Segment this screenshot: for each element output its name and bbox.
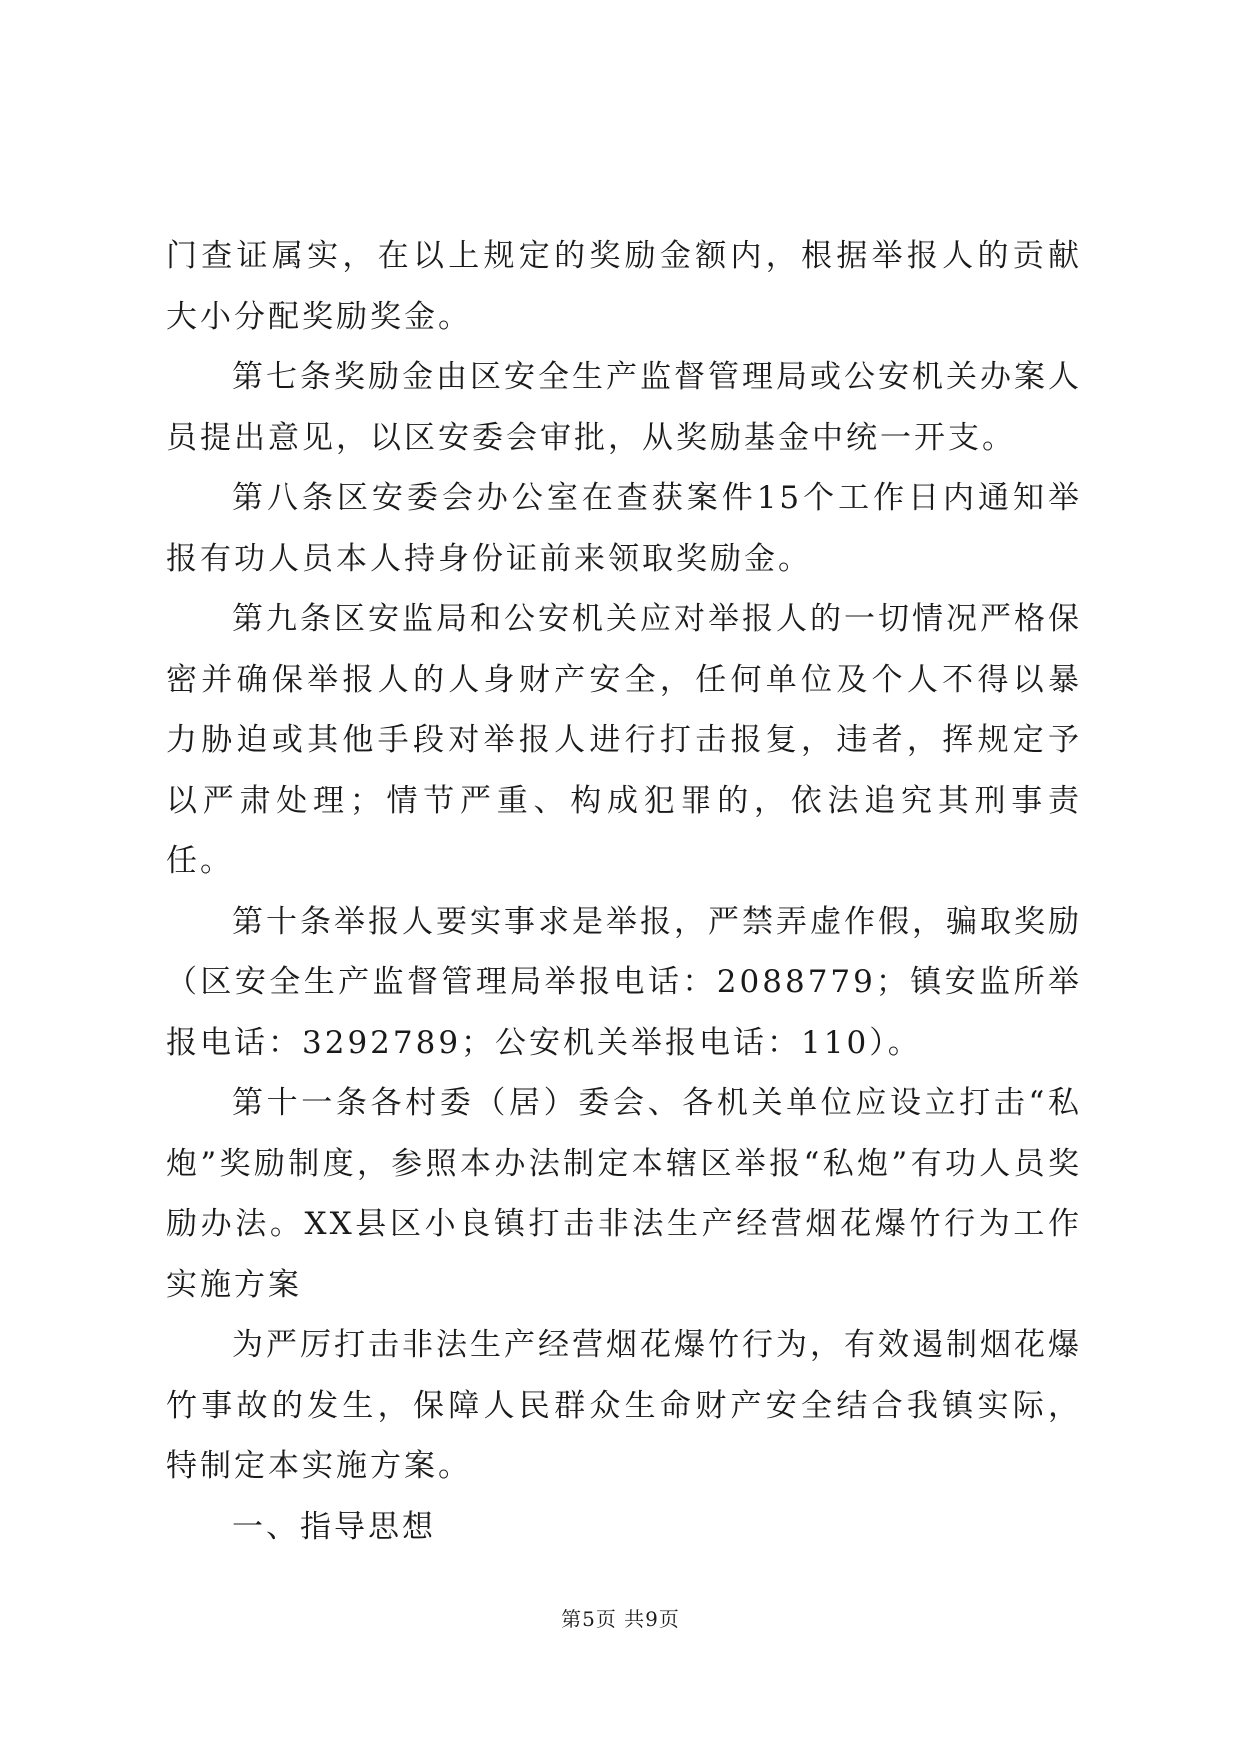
paragraph-continuation: 门查证属实，在以上规定的奖励金额内，根据举报人的贡献大小分配奖励奖金。 [166, 238, 1082, 335]
page-number-footer: 第5页 共9页 [561, 1607, 680, 1631]
section-heading-guiding-ideology: 一、指导思想 [232, 1508, 436, 1545]
paragraph-article-7: 第七条奖励金由区安全生产监督管理局或公安机关办案人员提出意见，以区安委会审批，从奖励基金中统一开支。 [166, 359, 1082, 456]
document-body [166, 226, 1082, 1557]
paragraph-article-8: 第八条区安委会办公室在查获案件15个工作日内通知举报有功人员本人持身份证前来领取奖励金。 [166, 480, 1082, 577]
paragraph-article-11: 第十一条各村委（居）委会、各机关单位应设立打击“私炮”奖励制度，参照本办法制定本辖区举报“私炮”有功人员奖励办法。XX县区小良镇打击非法生产经营烟花爆竹行为工作实施方案 [166, 1085, 1082, 1303]
paragraph-article-10: 第十条举报人要实事求是举报，严禁弄虚作假，骗取奖励（区安全生产监督管理局举报电话：2088779；镇安监所举报电话：3292789；公安机关举报电话：110）。 [166, 903, 1082, 1061]
paragraph-plan-intro: 为严厉打击非法生产经营烟花爆竹行为，有效遏制烟花爆竹事故的发生，保障人民群众生命财产安全结合我镇实际，特制定本实施方案。 [166, 1327, 1082, 1484]
paragraph-article-9: 第九条区安监局和公安机关应对举报人的一切情况严格保密并确保举报人的人身财产安全，任何单位及个人不得以暴力胁迫或其他手段对举报人进行打击报复，违者，挥规定予以严肃处理；情节严重、构成犯罪的，依法追究其刑事责任。 [166, 601, 1082, 879]
